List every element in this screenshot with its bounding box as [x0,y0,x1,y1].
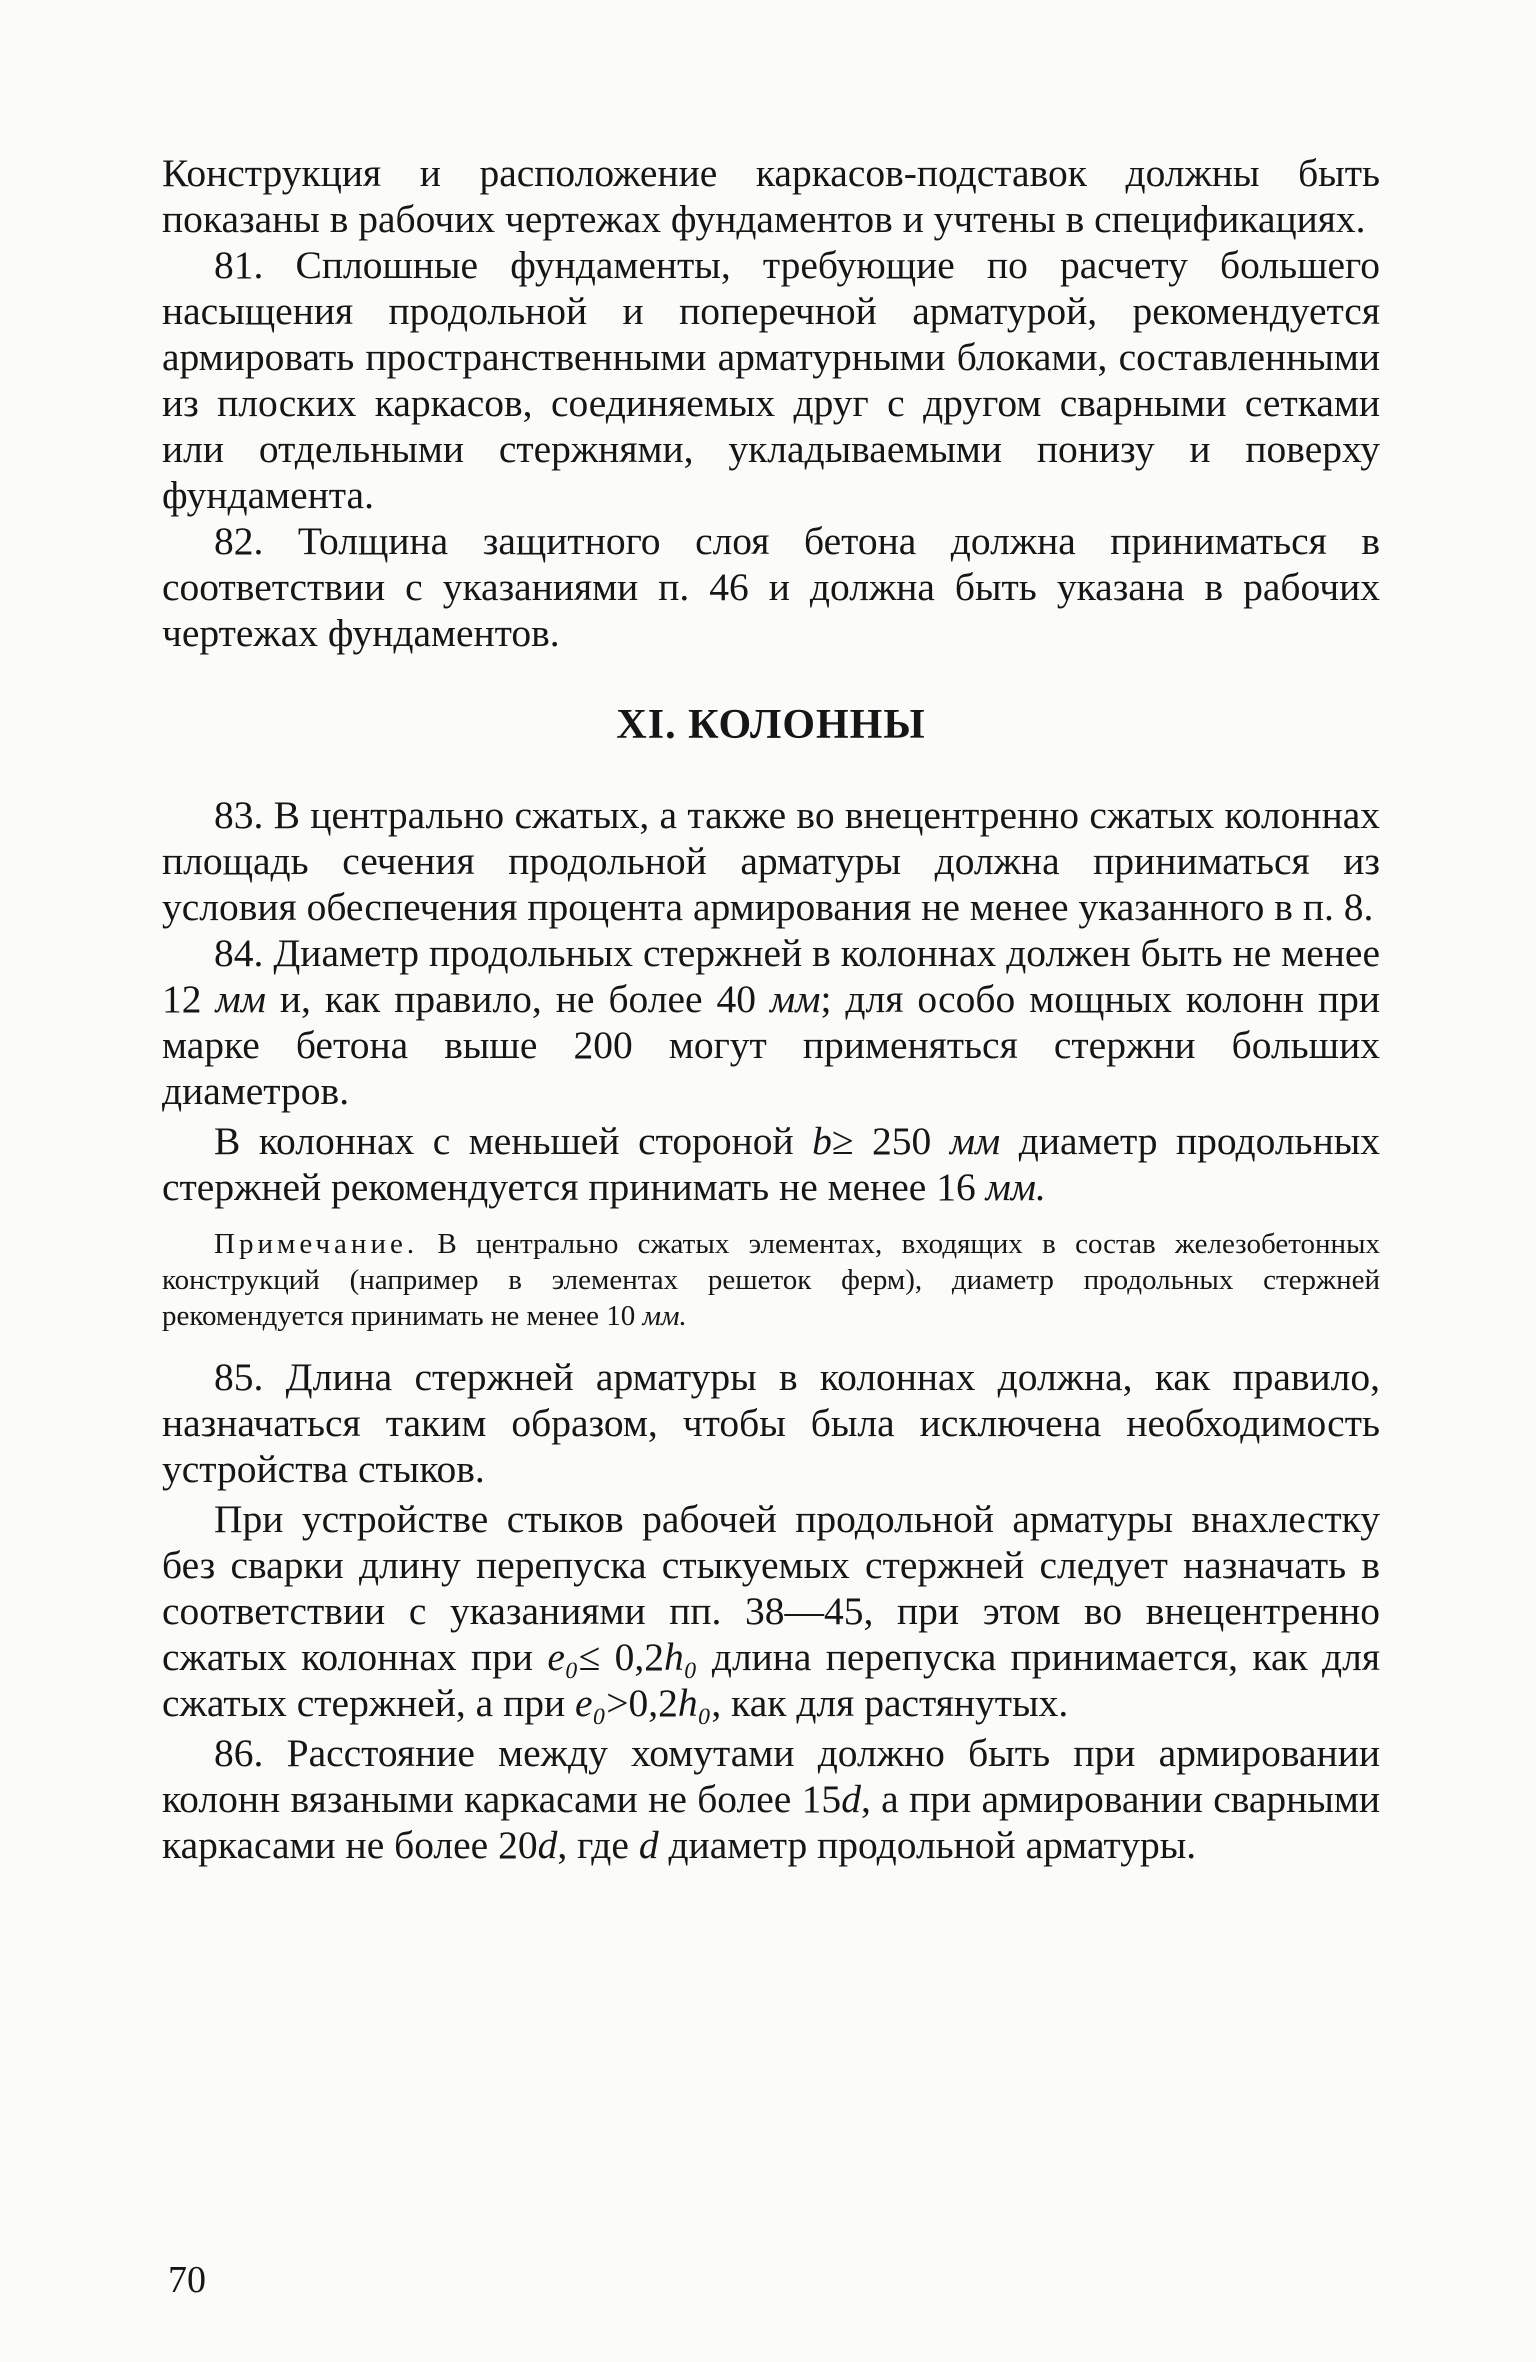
paragraph-85b-part-c: длина перепуска принимается, как для сжатых стержней, а при [162,1635,1380,1725]
paragraph-84b-part-b: ≥ 250 [831,1119,932,1163]
paragraph-85: 85. Длина стержней арматуры в колоннах должна, как правило, назначаться таким образом, чтобы была исключена необходимость устройства стыков. [162,1355,1380,1491]
paragraph-84b-part-a: В колоннах с меньшей стороной [214,1119,794,1163]
paragraph-intro: Конструкция и расположение каркасов-подставок должны быть показаны в рабочих чертежах фундаментов и учтены в спецификациях. [162,151,1380,241]
paragraph-81: 81. Сплошные фундаменты, требующие по расчету большего насыщения продольной и поперечной арматурой, рекомендуется армировать пространственными арматурными блоками, составленными из плоских каркасов, соединяемых друг с другом сварными сетками или отдельными стержнями, укладываемыми понизу и поверху фундамента. [162,243,1380,517]
unit-mm: мм. [985,1165,1046,1209]
paragraph-83: 83. В центрально сжатых, а также во внецентренно сжатых колоннах площадь сечения продольной арматуры должна приниматься из условия обеспечения процента армирования не менее указанного в п. 8. [162,793,1380,929]
note-text: В центрально сжатых элементах, входящих в состав железобетонных конструкций (например в элементах решеток ферм), диаметр продольных стержней рекомендуется принимать не менее 10 [162,1228,1381,1332]
symbol-e0: e₀ [575,1681,607,1725]
paragraph-86 [162,1730,1380,1868]
symbol-d: d [841,1777,861,1821]
paragraph-84-part-a: 84. Диаметр продольных стержней в колоннах должен быть не менее 12 [162,931,1380,1021]
note-block [162,1226,1380,1334]
unit-mm: мм [770,977,821,1021]
paragraph-84-continuation [162,1118,1380,1210]
paragraph-86-part-a: 86. Расстояние между хомутами должно быть при армировании колонн вязаными каркасами не более 15 [162,1731,1380,1821]
paragraph-86-part-b: , а при армировании сварными каркасами не более 20 [162,1777,1380,1867]
paragraph-84-part-c: ; для особо мощных колонн при марке бетона выше 200 могут применяться стержни больших диаметров. [162,977,1381,1113]
page-number: 70 [168,2259,206,2301]
section-heading: XI. КОЛОННЫ [616,702,926,748]
paragraph-84b-part-c: диаметр продольных стержней рекомендуется принимать не менее 16 [162,1119,1381,1209]
symbol-e0: e₀ [547,1635,579,1679]
unit-mm: мм [215,977,266,1021]
paragraph-82: 82. Толщина защитного слоя бетона должна приниматься в соответствии с указаниями п. 46 и должна быть указана в рабочих чертежах фундаментов. [162,519,1380,655]
paragraph-85b-part-d: >0,2 [606,1681,678,1725]
paragraph-84 [162,930,1380,1114]
note-label: Примечание. [214,1228,419,1260]
unit-mm: мм [949,1119,1001,1163]
paragraph-84-part-b: и, как правило, не более 40 [279,977,757,1021]
symbol-d: d [638,1823,659,1867]
unit-mm: мм. [642,1300,687,1332]
paragraph-86-part-d: диаметр продольной арматуры. [668,1823,1197,1867]
symbol-h0: h₀ [677,1681,712,1725]
paragraph-86-part-c: , где [557,1823,629,1867]
paragraph-85b-part-e: , как для растянутых. [711,1681,1069,1725]
symbol-h0: h₀ [664,1635,698,1679]
paragraph-85-continuation [162,1496,1380,1726]
document-page [162,150,1380,1868]
paragraph-85b-part-a: При устройстве стыков рабочей продольной арматуры внахлестку без сварки длину перепуска стыкуемых стержней следует назначать в соответствии с указаниями пп. 38—45, при этом во внецентренно сжатых колоннах при [162,1497,1380,1679]
symbol-d: d [537,1823,558,1867]
symbol-b: b [812,1119,832,1163]
paragraph-85b-part-b: ≤ 0,2 [578,1635,665,1679]
